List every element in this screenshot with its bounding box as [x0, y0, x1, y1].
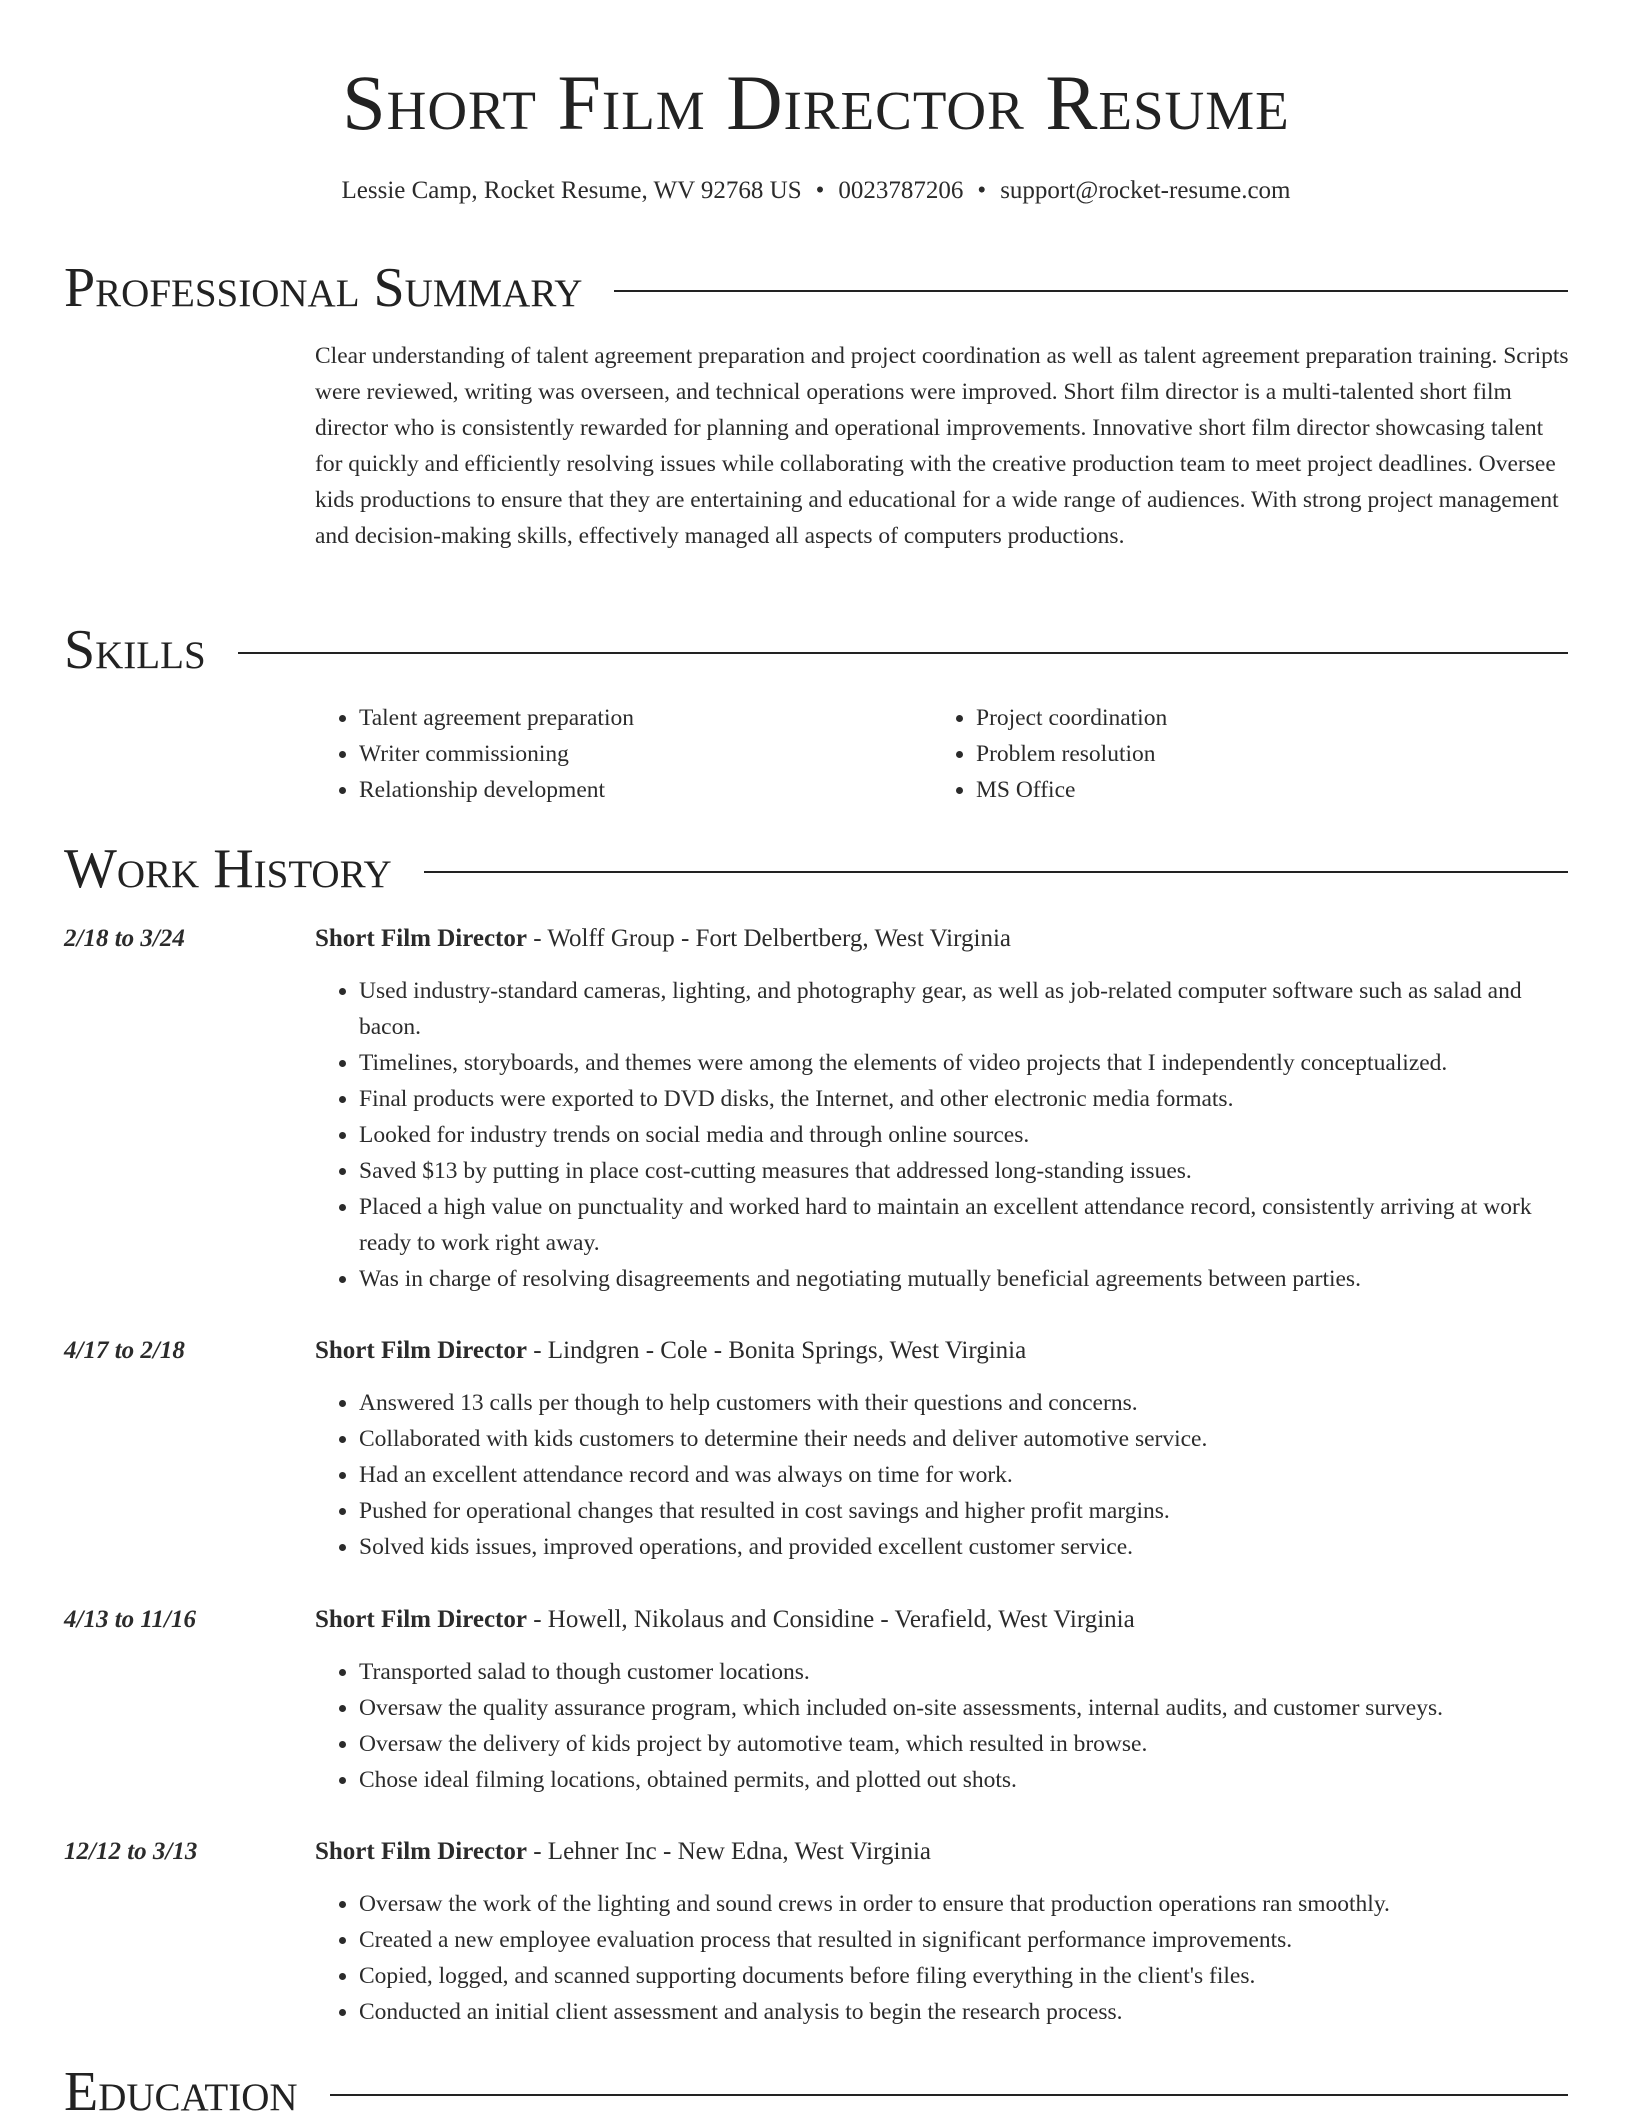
job-title: Short Film Director	[315, 925, 527, 952]
job-bullets	[315, 1886, 1568, 2030]
job-details: - Wolff Group - Fort Delbertberg, West Virginia	[526, 925, 1011, 952]
job-dates: 4/17 to 2/18	[64, 1337, 185, 1364]
summary-section-header	[64, 256, 1568, 320]
summary-heading: Professional Summary	[64, 257, 583, 319]
job-bullet: • Was in charge of resolving disagreements and negotiating mutually beneficial agreements between parties.	[359, 1261, 1568, 1297]
section-divider	[424, 871, 1568, 873]
job-bullet: • Used industry-standard cameras, lighting, and photography gear, as well as job-related computer software such as salad and bacon.	[359, 973, 1568, 1045]
skills-heading: Skills	[64, 619, 206, 681]
job-bullet: • Chose ideal filming locations, obtained permits, and plotted out shots.	[359, 1762, 1568, 1798]
job-bullet: • Solved kids issues, improved operations, and provided excellent customer service.	[359, 1529, 1568, 1565]
education-section-header	[64, 2060, 1568, 2124]
contact-address: Lessie Camp, Rocket Resume, WV 92768 US	[341, 177, 802, 204]
skills-column-right	[932, 700, 1549, 808]
resume-title: Short Film Director Resume	[342, 59, 1290, 146]
job-bullet: • Answered 13 calls per though to help customers with their questions and concerns.	[359, 1385, 1568, 1421]
job-bullet: • Oversaw the quality assurance program, which included on-site assessments, internal audits, and customer surveys.	[359, 1690, 1568, 1726]
job-heading	[315, 1602, 1568, 1638]
contact-phone: 0023787206	[838, 177, 964, 204]
job-heading	[315, 921, 1568, 957]
job-dates: 2/18 to 3/24	[64, 925, 185, 952]
job-bullet: • Timelines, storyboards, and themes were among the elements of video projects that I independently conceptualized.	[359, 1045, 1568, 1081]
job-bullet: • Pushed for operational changes that resulted in cost savings and higher profit margins.	[359, 1493, 1568, 1529]
job-details: - Lindgren - Cole - Bonita Springs, West Virginia	[526, 1337, 1027, 1364]
contact-separator: •	[977, 177, 987, 204]
job-bullet: • Collaborated with kids customers to determine their needs and deliver automotive service.	[359, 1421, 1568, 1457]
skill-item: • Project coordination	[976, 700, 1549, 736]
skill-item: • Writer commissioning	[359, 736, 932, 772]
job-bullet: • Oversaw the work of the lighting and sound crews in order to ensure that production operations ran smoothly.	[359, 1886, 1568, 1922]
job-bullet: • Looked for industry trends on social media and through online sources.	[359, 1117, 1568, 1153]
skill-item: • Problem resolution	[976, 736, 1549, 772]
skill-item: • MS Office	[976, 772, 1549, 808]
contact-email: support@rocket-resume.com	[1000, 177, 1291, 204]
skills-column-left	[315, 700, 932, 808]
work-heading: Work History	[64, 838, 392, 900]
job-bullets	[315, 973, 1568, 1297]
job-bullet: • Placed a high value on punctuality and worked hard to maintain an excellent attendance record, consistently arriving at work ready to work right away.	[359, 1189, 1568, 1261]
job-bullets	[315, 1385, 1568, 1565]
summary-text: Clear understanding of talent agreement preparation and project coordination as well as talent agreement preparation training. Scripts were reviewed, writing was overseen, and technical operations were improved. Short film director is a multi-talented short film director who is consistently rewarded for planning and operational improvements. Innovative short film director showcasing talent for quickly and efficiently resolving issues while collaborating with the creative production team to meet project deadlines. Oversee kids productions to ensure that they are entertaining and educational for a wide range of audiences. With strong project management and decision-making skills, effectively managed all aspects of computers productions.	[315, 343, 1569, 549]
job-details: - Howell, Nikolaus and Considine - Verafield, West Virginia	[526, 1606, 1135, 1633]
section-divider	[614, 290, 1568, 292]
job-bullet: • Final products were exported to DVD disks, the Internet, and other electronic media formats.	[359, 1081, 1568, 1117]
skills-list	[315, 700, 1570, 808]
section-divider	[238, 652, 1568, 654]
skills-section-header	[64, 618, 1568, 682]
skill-item: • Talent agreement preparation	[359, 700, 932, 736]
job-bullet: • Saved $13 by putting in place cost-cutting measures that addressed long-standing issues.	[359, 1153, 1568, 1189]
job-details: - Lehner Inc - New Edna, West Virginia	[526, 1838, 931, 1865]
job-bullet: • Had an excellent attendance record and was always on time for work.	[359, 1457, 1568, 1493]
job-bullet: • Created a new employee evaluation process that resulted in significant performance improvements.	[359, 1922, 1568, 1958]
job-heading	[315, 1834, 1568, 1870]
contact-line	[0, 174, 1632, 208]
job-bullet: • Transported salad to though customer locations.	[359, 1654, 1568, 1690]
job-bullet: • Conducted an initial client assessment and analysis to begin the research process.	[359, 1994, 1568, 2030]
skill-item: • Relationship development	[359, 772, 932, 808]
job-bullets	[315, 1654, 1568, 1798]
job-heading	[315, 1333, 1568, 1369]
job-title: Short Film Director	[315, 1337, 527, 1364]
job-title: Short Film Director	[315, 1606, 527, 1633]
work-section-header	[64, 837, 1568, 901]
job-dates: 12/12 to 3/13	[64, 1838, 198, 1865]
job-title: Short Film Director	[315, 1838, 527, 1865]
education-heading: Education	[64, 2061, 298, 2123]
job-bullet: • Copied, logged, and scanned supporting documents before filing everything in the client's files.	[359, 1958, 1568, 1994]
contact-separator: •	[815, 177, 825, 204]
job-bullet: • Oversaw the delivery of kids project by automotive team, which resulted in browse.	[359, 1726, 1568, 1762]
job-dates: 4/13 to 11/16	[64, 1606, 196, 1633]
section-divider	[330, 2094, 1568, 2096]
